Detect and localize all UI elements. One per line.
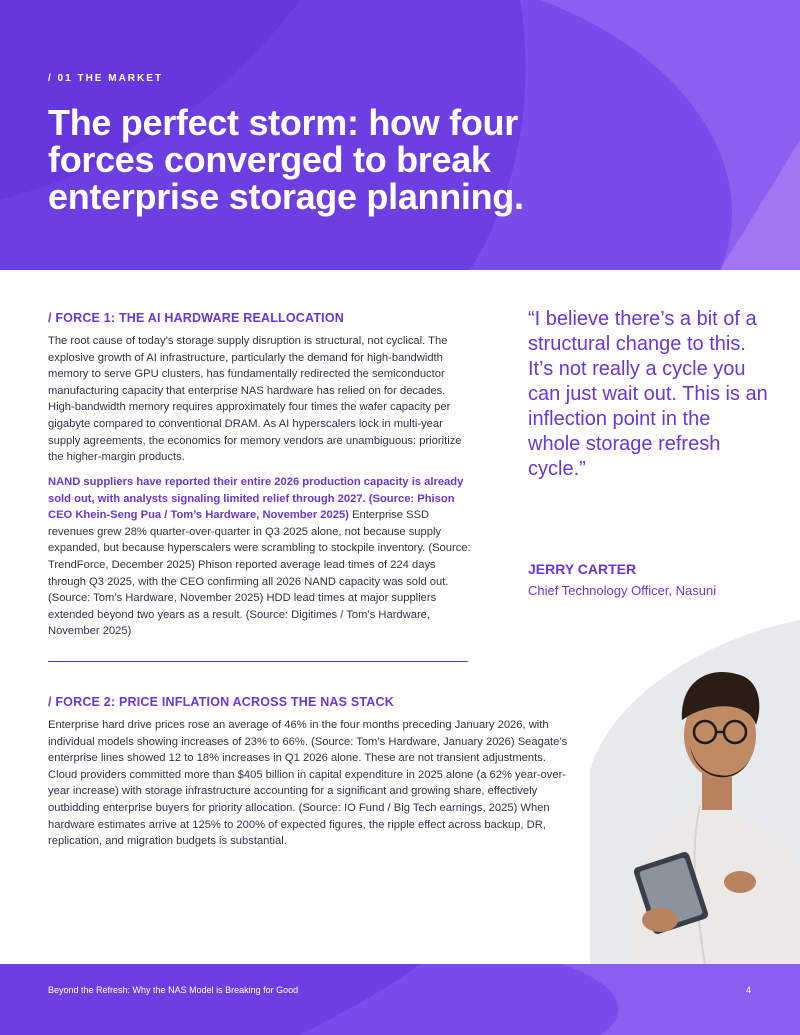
footer-background-shapes: [0, 964, 800, 1035]
person-with-tablet-photo: [590, 620, 800, 965]
pull-quote: “I believe there’s a bit of a structural change to this. It’s not really a cycle you can just wait out. This is an inflection point in the whole storage refresh cycle.”: [528, 308, 768, 480]
page-number: 4: [746, 985, 752, 995]
force1-paragraph2-block: [48, 474, 473, 640]
hero-banner: [0, 0, 800, 270]
page-title: The perfect storm: how four forces converged to break enterprise storage planning.: [48, 102, 524, 217]
quote-author-name: JERRY CARTER: [528, 561, 637, 577]
section-divider: [48, 661, 468, 662]
section-eyebrow: / 01 THE MARKET: [48, 73, 164, 84]
force1-paragraph1: The root cause of today’s storage supply disruption is structural, not cyclical. The explosive growth of AI infrastructure, particularly the demand for high-bandwidth memory to serve GPU clusters, has fundamentally redirected the semiconductor manufacturing capacity that enterprise NAS hardware has relied on for decades. High-bandwidth memory requires approximately four times the wafer capacity per gigabyte compared to conventional DRAM. As AI hyperscalers lock in multi-year supply agreements, the economics for memory vendors are unambiguous: prioritize the higher-margin products.: [48, 335, 462, 464]
footer-document-title: Beyond the Refresh: Why the NAS Model is Breaking for Good: [48, 985, 299, 995]
quote-author-role: Chief Technology Officer, Nasuni: [528, 583, 717, 598]
force2-paragraph: Enterprise hard drive prices rose an average of 46% in the four months preceding January 2026, with individual models showing increases of 23% to 66%. (Source: Tom’s Hardware, January 2026) Seagate’s enterprise lines showed 12 to 18% increases in Q1 2026 alone. These are not transient adjustments. Cloud providers committed more than $405 billion in capital expenditure in 2025 alone (a 62% year-over-year increase) with storage infrastructure accounting for a significant and growing share, effectively outbidding enterprise buyers for priority allocation. (Source: IO Fund / Big Tech earnings, 2025) When hardware estimates arrive at 125% to 200% of expected figures, the ripple effect across backup, DR, replication, and migration budgets is substantial.: [48, 719, 568, 848]
force1-highlight: NAND suppliers have reported their entire 2026 production capacity is already sold out, with analysts signaling limited relief through 2027. (Source: Phison CEO Khein-Seng Pua / Tom’s Hardware, November 2025): [48, 476, 464, 522]
force2-heading: / FORCE 2: PRICE INFLATION ACROSS THE NAS STACK: [48, 695, 394, 709]
force1-paragraph2: Enterprise SSD revenues grew 28% quarter-over-quarter in Q3 2025 alone, not because supply expanded, but because hyperscalers were scrambling to stockpile inventory. (Source: TrendForce, December 2025) Phison reported average lead times of 224 days through Q3 2025, with the CEO confirming all 2026 NAND capacity was sold out. (Source: Tom’s Hardware, November 2025) HDD lead times at major suppliers extended beyond two years as a result. (Source: Digitimes / Tom’s Hardware, November 2025): [48, 509, 471, 638]
footer-bar: [0, 964, 800, 1035]
force1-heading: / FORCE 1: THE AI HARDWARE REALLOCATION: [48, 311, 344, 325]
